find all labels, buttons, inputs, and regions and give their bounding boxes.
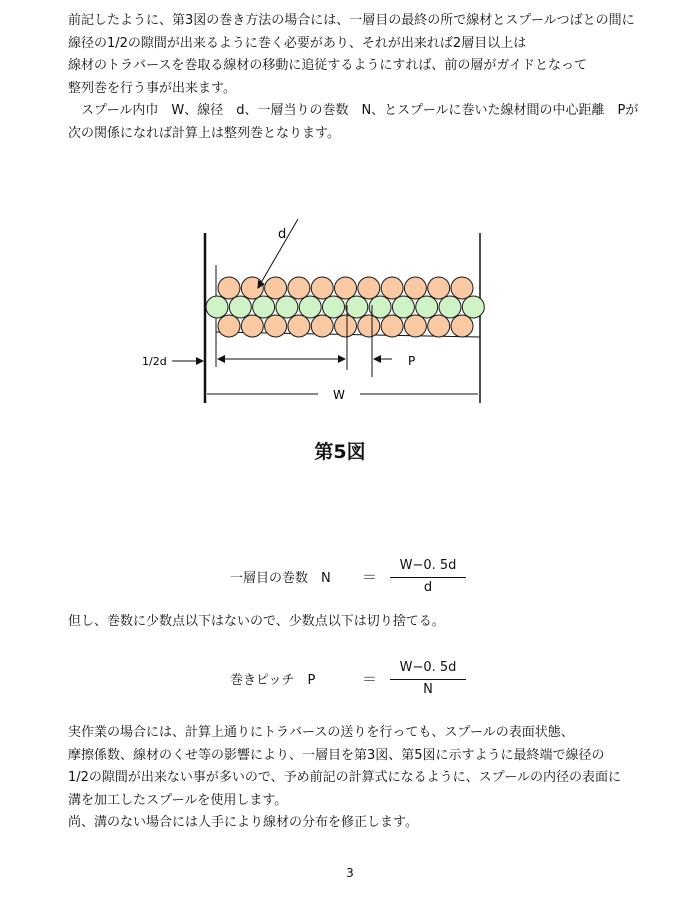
text-line: 1/2の隙間が出来ない事が多いので、予め前記の計算式になるように、スプールの内径の表面に bbox=[68, 770, 622, 785]
half-diameter-label: 1/2d bbox=[142, 355, 167, 368]
text-line: スプール内巾 W、線径 d、一層当りの巻数 N、とスプールに巻いた線材間の中心距離 Pが bbox=[68, 103, 639, 118]
wire-top bbox=[218, 277, 240, 299]
fraction-bar bbox=[390, 679, 466, 680]
wire-middle bbox=[253, 296, 275, 318]
wire-top bbox=[358, 277, 380, 299]
wire-top bbox=[335, 277, 357, 299]
equals-sign: ＝ bbox=[362, 670, 378, 688]
formula-label: 巻きピッチ P bbox=[230, 673, 316, 688]
wire-bottom bbox=[288, 315, 310, 337]
text-line: 線径の1/2の隙間が出来るように巻く必要があり、それが出来れば2層目以上は bbox=[68, 35, 527, 51]
winding-diagram bbox=[130, 205, 500, 410]
wire-bottom bbox=[311, 315, 333, 337]
intro-paragraph bbox=[68, 10, 678, 145]
wire-top bbox=[265, 277, 287, 299]
wire-bottom bbox=[335, 315, 357, 337]
numerator: W−0. 5d bbox=[399, 660, 457, 675]
wire-bottom bbox=[265, 315, 287, 337]
text-line: 摩擦係数、線材のくせ等の影響により、一層目を第3図、第5図に示すように最終端で線径の bbox=[68, 747, 605, 763]
wire-bottom bbox=[358, 315, 380, 337]
wire-middle bbox=[299, 296, 321, 318]
page-number: 3 bbox=[346, 866, 354, 880]
wire-bottom bbox=[241, 315, 263, 337]
equals-sign: ＝ bbox=[362, 568, 378, 586]
fraction-bar bbox=[390, 577, 466, 578]
width-label: W bbox=[333, 388, 345, 402]
text-line: 前記したように、第3図の巻き方法の場合には、一層目の最終の所で線材とスプールつばとの間に bbox=[68, 13, 635, 28]
formula-label: 一層目の巻数 N bbox=[230, 571, 331, 586]
formula-turns bbox=[0, 558, 700, 598]
wire-top bbox=[381, 277, 403, 299]
pitch-label: P bbox=[408, 354, 416, 368]
denominator: N bbox=[423, 682, 433, 697]
wire-middle bbox=[416, 296, 438, 318]
text-line: 次の関係になれば計算上は整列巻となります。 bbox=[68, 125, 340, 141]
wire-rows bbox=[206, 277, 484, 337]
text-line: 溝を加工したスプールを使用します。 bbox=[68, 792, 288, 808]
formula-pitch bbox=[0, 660, 700, 700]
wire-top bbox=[404, 277, 426, 299]
wire-top bbox=[288, 277, 310, 299]
wire-bottom bbox=[451, 315, 473, 337]
diameter-label: d bbox=[278, 227, 287, 242]
wire-middle bbox=[206, 296, 228, 318]
wire-middle bbox=[323, 296, 345, 318]
wire-top bbox=[241, 277, 263, 299]
wire-top bbox=[428, 277, 450, 299]
denominator: d bbox=[423, 580, 433, 595]
figure-caption: 第5図 bbox=[314, 441, 366, 463]
text-line: 実作業の場合には、計算上通りにトラバースの送りを行っても、スプールの表面状態、 bbox=[68, 725, 574, 740]
rounding-note: 但し、巻数に少数点以下はないので、少数点以下は切り捨てる。 bbox=[68, 614, 445, 629]
wire-top bbox=[311, 277, 333, 299]
wire-middle bbox=[346, 296, 368, 318]
text-line: 線材のトラバースを巻取る線材の移動に追従するようにすれば、前の層がガイドとなって bbox=[68, 58, 587, 73]
wire-middle bbox=[392, 296, 414, 318]
wire-bottom bbox=[404, 315, 426, 337]
wire-top bbox=[451, 277, 473, 299]
wire-middle bbox=[439, 296, 461, 318]
wire-bottom bbox=[428, 315, 450, 337]
wire-bottom bbox=[218, 315, 240, 337]
numerator: W−0. 5d bbox=[399, 558, 457, 573]
wire-middle bbox=[276, 296, 298, 318]
wire-middle bbox=[229, 296, 251, 318]
practice-paragraph bbox=[68, 722, 678, 835]
text-line: 整列巻を行う事が出来ます。 bbox=[68, 80, 236, 96]
wire-bottom bbox=[381, 315, 403, 337]
wire-middle bbox=[462, 296, 484, 318]
text-line: 尚、溝のない場合には人手により線材の分布を修正します。 bbox=[68, 815, 418, 830]
